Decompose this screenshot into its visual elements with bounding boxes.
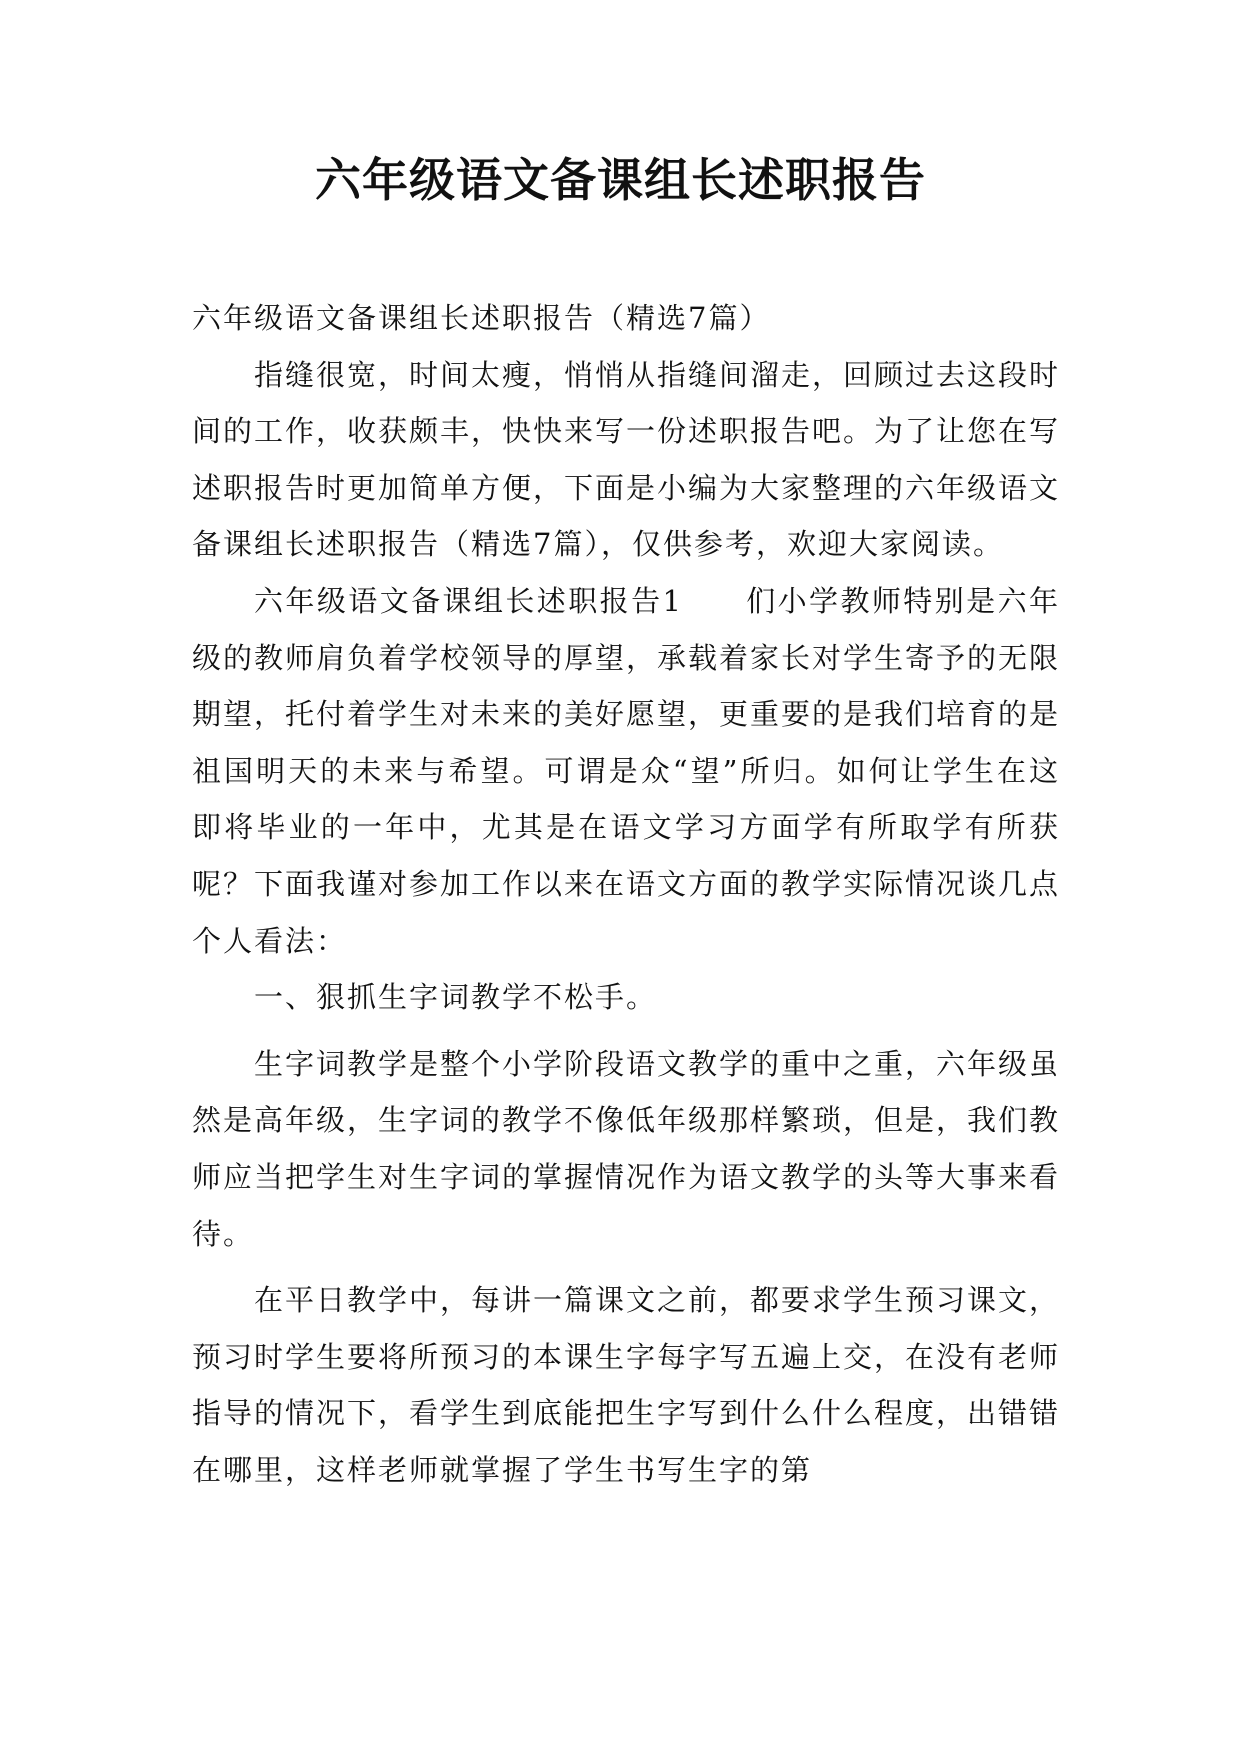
- vocabulary-paragraph: 生字词教学是整个小学阶段语文教学的重中之重，六年级虽然是高年级，生字词的教学不像低年级那样繁琐，但是，我们教师应当把学生对生字词的掌握情况作为语文教学的头等大事来看待。: [192, 1046, 1061, 1251]
- report-one-paragraph: 六年级语文备课组长述职报告1 们小学教师特别是六年级的教师肩负着学校领导的厚望，承载着家长对学生寄予的无限期望，托付着学生对未来的美好愿望，更重要的是我们培育的是祖国明天的未来与希望。可谓是众“望”所归。如何让学生在这即将毕业的一年中，尤其是在语文学习方面学有所取学有所获呢？下面我谨对参加工作以来在语文方面的教学实际情况谈几点个人看法：: [192, 583, 1061, 958]
- daily-teaching-paragraph: 在平日教学中，每讲一篇课文之前，都要求学生预习课文，预习时学生要将所预习的本课生字每字写五遍上交，在没有老师指导的情况下，看学生到底能把生字写到什么什么程度，出错错在哪里，这样老师就掌握了学生书写生字的第: [192, 1283, 1061, 1487]
- document-subtitle-paragraph: 六年级语文备课组长述职报告（精选7篇）: [192, 301, 771, 335]
- intro-paragraph: 指缝很宽，时间太瘦，悄悄从指缝间溜走，回顾过去这段时间的工作，收获颇丰，快快来写一份述职报告吧。为了让您在写述职报告时更加简单方便，下面是小编为大家整理的六年级语文备课组长述职报告（精选7篇），仅供参考，欢迎大家阅读。: [192, 357, 1061, 562]
- document-title: 六年级语文备课组长述职报告: [315, 153, 926, 207]
- section-heading-one: 一、狠抓生字词教学不松手。: [254, 980, 658, 1015]
- document-body: [192, 290, 1060, 1498]
